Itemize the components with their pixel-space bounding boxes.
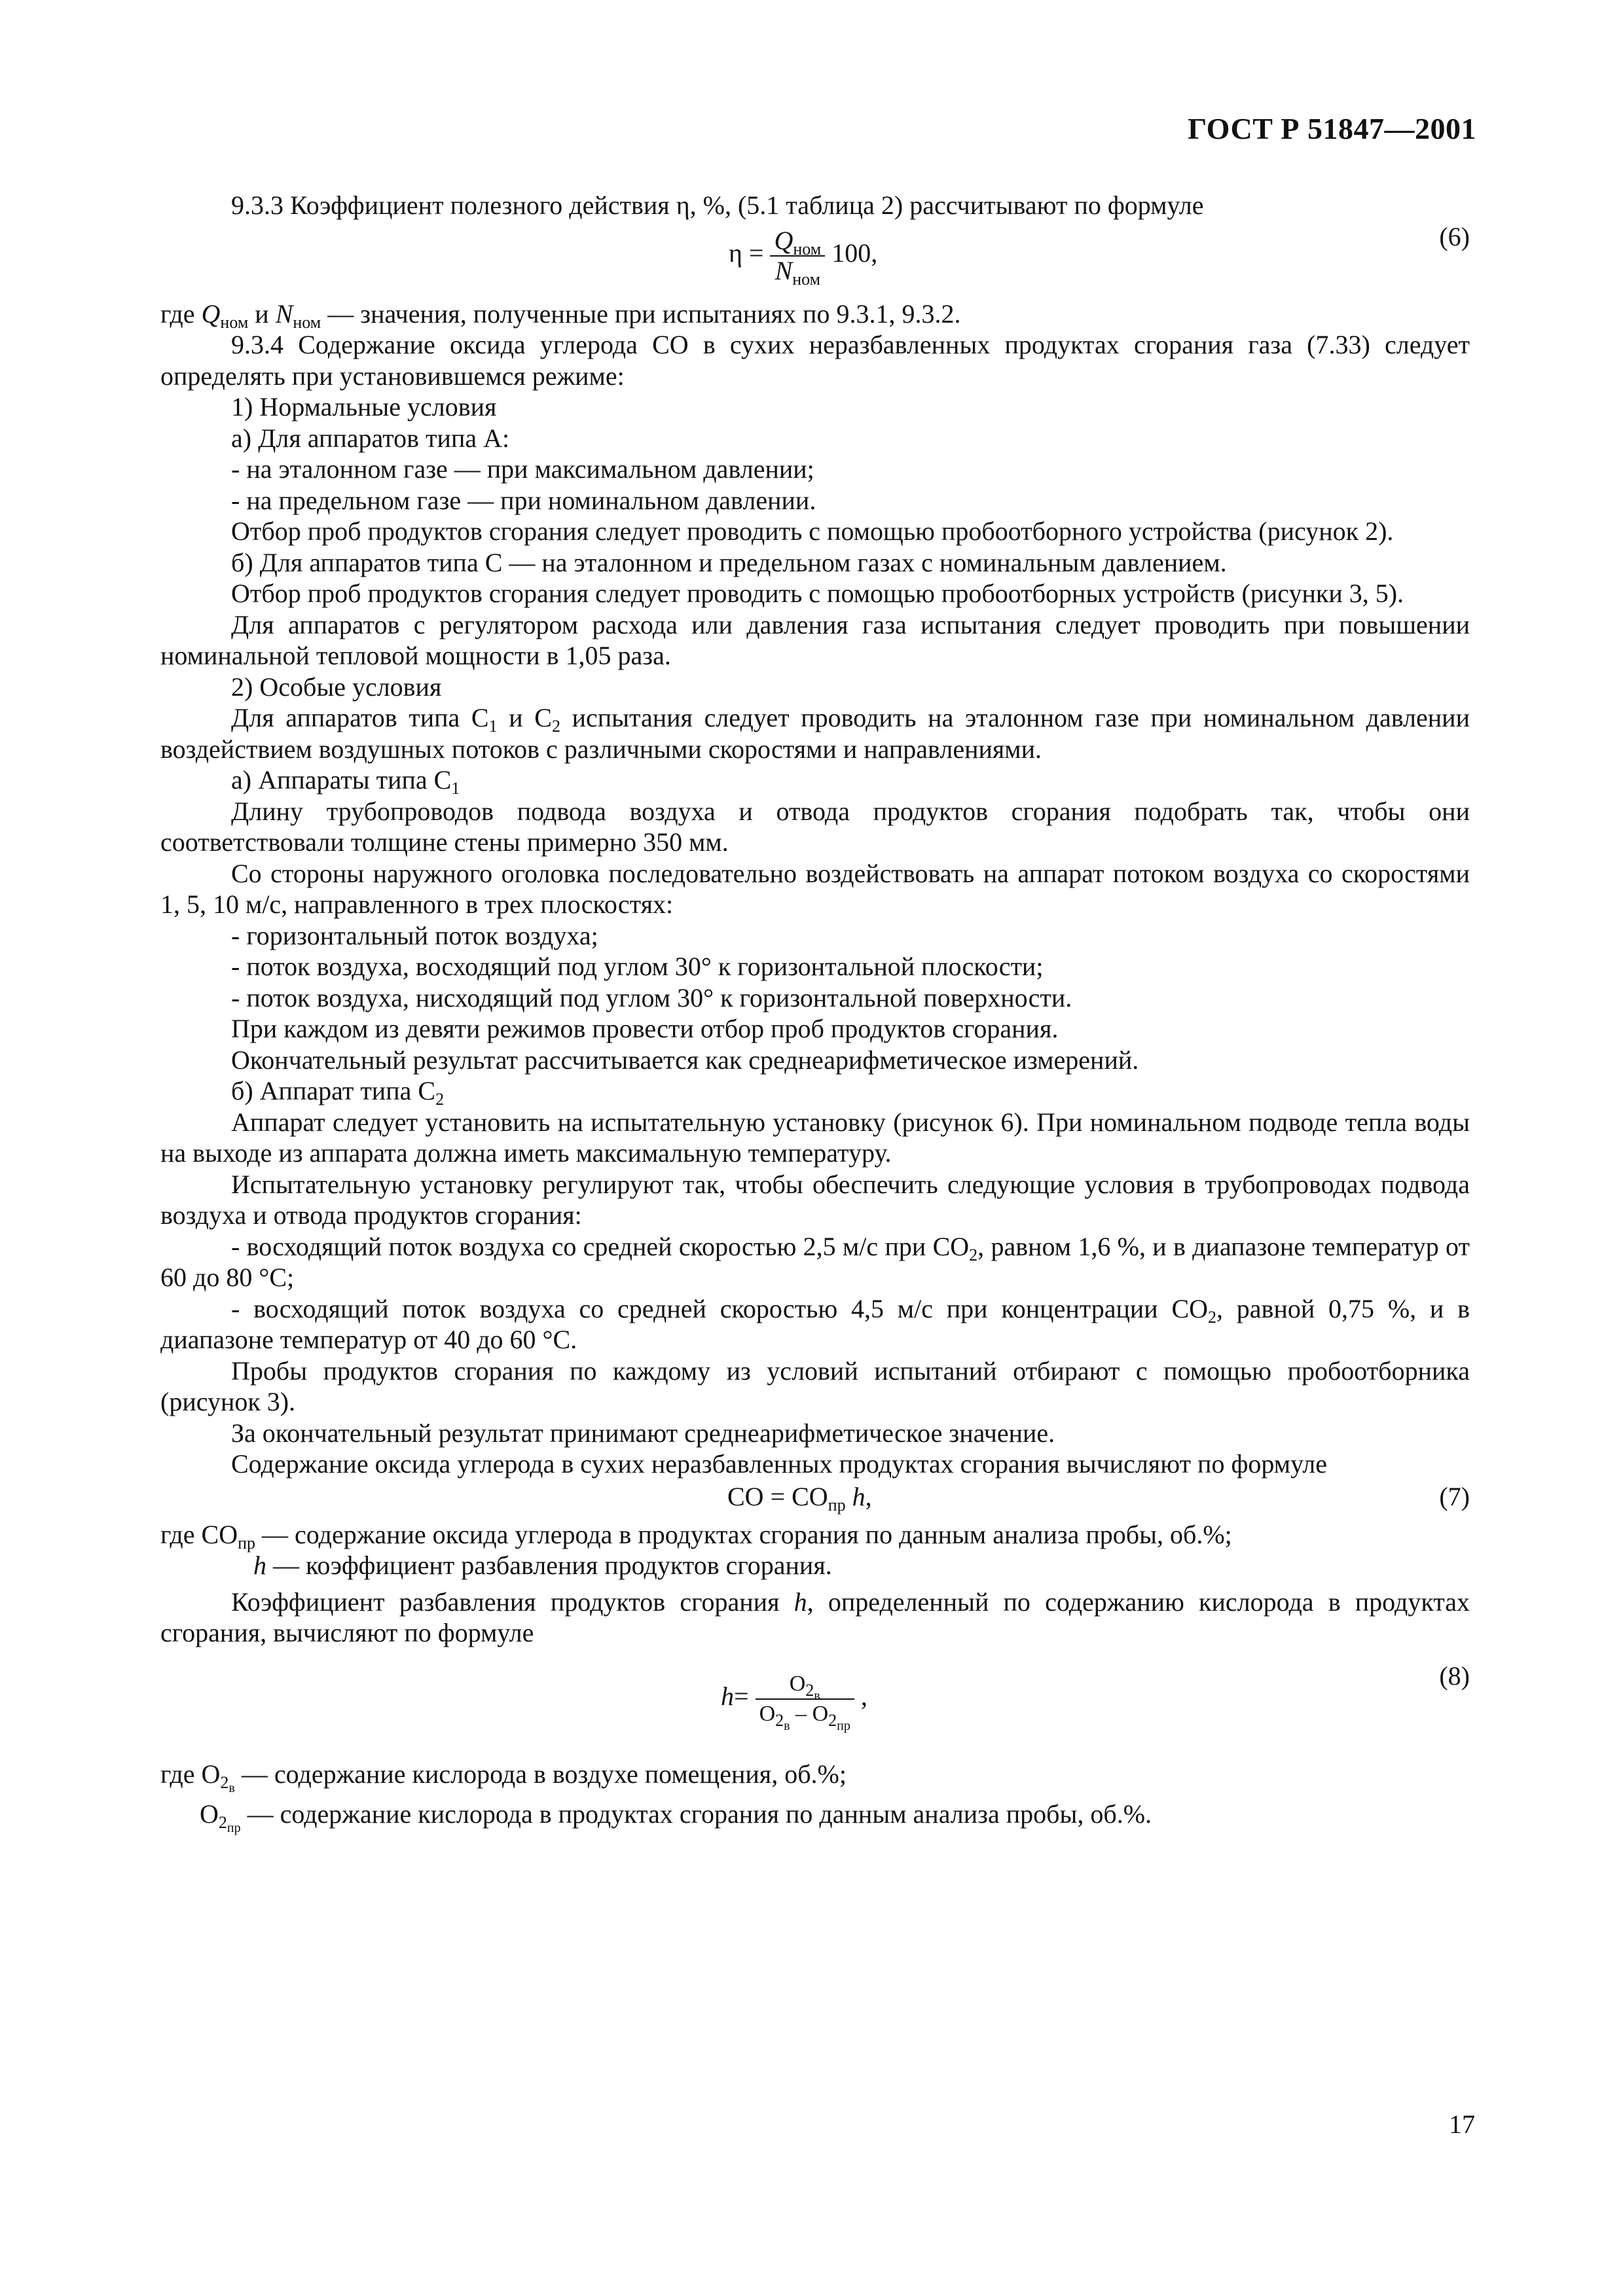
c2-item-2-text-1: - восходящий поток воздуха со средней скоростью 4,5 м/с при концентрации СО — [231, 1293, 1209, 1323]
where-6-and: и — [255, 298, 269, 329]
equation-number-6: (6) — [1439, 221, 1470, 251]
list-special-conditions: 2) Особые условия — [231, 672, 442, 702]
formula-6-numerator: Q — [774, 225, 793, 255]
special-text-2: и С — [497, 703, 552, 732]
paragraph-special-conditions — [160, 702, 1470, 764]
formula-7-h: h — [852, 1481, 866, 1511]
formula-6-lhs: η = — [729, 238, 764, 268]
where-8a-text: — содержание кислорода в воздухе помещения, об.%; — [234, 1759, 847, 1789]
c2-item-1-sub: 2 — [969, 1245, 978, 1265]
formula-6-rhs: 100, — [831, 238, 878, 268]
where-7-text: — содержание оксида углерода в продуктах сгорания по данным анализа пробы, об.%; — [255, 1519, 1232, 1549]
formula-8-end: , — [860, 1681, 867, 1711]
formula-8-den-o1: О — [759, 1701, 776, 1726]
formula-8-den-2b: 2 — [828, 1710, 837, 1730]
formula-7-end: , — [865, 1481, 872, 1511]
paragraph-type-c-sampling: Отбор проб продуктов сгорания следует проводить с помощью пробоотборных устройств (рисунки 3, 5). — [231, 579, 1404, 608]
dilution-h: h — [793, 1587, 807, 1617]
where-8b-sub: пр — [227, 1821, 241, 1835]
list-type-a-item-2: - на предельном газе — при номинальном давлении. — [231, 485, 816, 515]
where-8a — [160, 1759, 1470, 1795]
where-8a-2: 2 — [220, 1772, 229, 1792]
equation-number-7: (7) — [1439, 1481, 1470, 1511]
list-c1-item-2: - поток воздуха, восходящий под углом 30° к горизонтальной плоскости; — [231, 952, 1044, 981]
list-type-c1 — [160, 764, 1470, 796]
where-7b — [160, 1550, 1470, 1581]
where-7b-text: — коэффициент разбавления продуктов сгорания. — [266, 1551, 832, 1580]
formula-8-num-o: О — [789, 1671, 806, 1696]
formula-6-denominator: N — [775, 255, 793, 285]
list-type-a: а) Для аппаратов типа А: — [231, 423, 510, 453]
formula-8 — [160, 1660, 1470, 1759]
where-6-text: — значения, полученные при испытаниях по 9.3.1, 9.3.2. — [327, 298, 961, 329]
special-text-1: Для аппаратов типа С — [231, 703, 489, 732]
formula-6-numerator-sub: ном — [793, 239, 822, 259]
formula-7-sub: пр — [828, 1495, 846, 1515]
where-8b-2: 2 — [218, 1813, 227, 1832]
paragraph-c1-airflow: Со стороны наружного оголовка последовательно воздействовать на аппарат потоком воздуха со скоростями 1, 5, 10 м/с, направленного в трех плоскостях: — [160, 858, 1470, 919]
formula-8-h: h — [721, 1681, 734, 1711]
paragraph-c1-result: Окончательный результат рассчитывается как среднеарифметическое измерений. — [231, 1045, 1139, 1075]
document-code-header: ГОСТ Р 51847—2001 — [1188, 112, 1476, 145]
paragraph-c2-install: Аппарат следует установить на испытательную установку (рисунок 6). При номинальном подводе тепла воды на выходе из аппарата должна иметь максимальную температуру. — [160, 1107, 1470, 1168]
paragraph-9-3-4: 9.3.4 Содержание оксида углерода СО в сухих неразбавленных продуктах сгорания газа (7.33) следует определять при установившемся режиме: — [160, 330, 1470, 391]
formula-8-num-v: в — [814, 1688, 820, 1703]
formula-7 — [160, 1481, 1470, 1519]
where-7b-h: h — [253, 1551, 266, 1580]
list-c1-item-1: - горизонтальный поток воздуха; — [231, 920, 598, 950]
where-6 — [160, 298, 1470, 330]
paragraph-c2-result: За окончательный результат принимают среднеарифметическое значение. — [231, 1418, 1055, 1448]
equation-number-8: (8) — [1439, 1660, 1470, 1691]
list-c2-item-2 — [160, 1293, 1470, 1355]
page-number: 17 — [1449, 2109, 1475, 2139]
paragraph-c1-pipes: Длину трубопроводов подвода воздуха и отвода продуктов сгорания подобрать так, чтобы они соответствовали толщине стены примерно 350 мм. — [160, 796, 1470, 857]
special-sub-2: 2 — [551, 717, 560, 736]
paragraph-c1-modes: При каждом из девяти режимов провести отбор проб продуктов сгорания. — [231, 1014, 1059, 1043]
list-type-a-item-1: - на эталонном газе — при максимальном давлении; — [231, 454, 814, 484]
special-text-3: испытания следует проводить на эталонном газе при номинальном давлении воздействием воздушных потоков с различными скоростями и направлениями. — [160, 703, 1470, 764]
special-sub-1: 1 — [488, 717, 498, 736]
formula-8-minus: – — [795, 1701, 807, 1726]
formula-8-den-v: в — [784, 1718, 790, 1733]
where-6-prefix: где — [160, 298, 195, 329]
paragraph-9-3-3: 9.3.3 Коэффициент полезного действия η, %, (5.1 таблица 2) рассчитывают по формуле — [231, 190, 1204, 220]
list-normal-conditions: 1) Нормальные условия — [231, 392, 497, 422]
list-c2-item-1 — [160, 1231, 1470, 1293]
paragraph-c2-setup: Испытательную установку регулируют так, чтобы обеспечить следующие условия в трубопроводах подвода воздуха и отвода продуктов сгорания: — [160, 1169, 1470, 1230]
formula-7-lhs: СО = СО — [727, 1481, 828, 1511]
document-body — [160, 190, 1470, 1835]
c2-item-1-text-1: - восходящий поток воздуха со средней скоростью 2,5 м/с при СО — [231, 1231, 970, 1261]
where-8b — [160, 1799, 1470, 1835]
where-6-q: Q — [201, 298, 221, 329]
c2-item-2-sub: 2 — [1208, 1307, 1217, 1327]
formula-8-eq: = — [734, 1681, 749, 1711]
type-c1-sub: 1 — [451, 779, 460, 798]
formula-8-den-o2: О — [812, 1701, 829, 1726]
paragraph-type-a-sampling: Отбор проб продуктов сгорания следует проводить с помощью пробоотборного устройства (рисунок 2). — [231, 516, 1394, 546]
where-6-q-sub: ном — [220, 312, 249, 332]
list-type-c: б) Для аппаратов типа С — на эталонном и предельном газах с номинальным давлением. — [231, 547, 1227, 577]
where-8a-sub: в — [228, 1780, 235, 1795]
formula-8-fraction — [756, 1670, 854, 1733]
list-c1-item-3: - поток воздуха, нисходящий под углом 30° к горизонтальной поверхности. — [231, 982, 1072, 1013]
paragraph-regulator: Для аппаратов с регулятором расхода или давления газа испытания следует проводить при повышении номинальной тепловой мощности в 1,05 раза. — [160, 609, 1470, 670]
where-6-n-sub: ном — [293, 312, 321, 332]
dilution-text-2: , определенный по содержанию кислорода в продуктах сгорания, вычисляют по формуле — [160, 1587, 1470, 1647]
where-7 — [160, 1519, 1470, 1551]
formula-8-num-2: 2 — [805, 1680, 814, 1700]
paragraph-c2-samples: Пробы продуктов сгорания по каждому из условий испытаний отбирают с помощью пробоотборника (рисунок 3). — [160, 1355, 1470, 1416]
type-c2-sub: 2 — [435, 1090, 445, 1109]
c2-item-1-text-2: , равном 1,6 %, и в диапазоне температур от 60 до 80 °С; — [160, 1231, 1470, 1292]
dilution-text-1: Коэффициент разбавления продуктов сгорания — [231, 1587, 794, 1617]
formula-8-den-2a: 2 — [775, 1710, 784, 1730]
where-7-sub: пр — [238, 1533, 256, 1552]
where-8a-prefix: где О — [160, 1759, 221, 1789]
where-7-prefix: где СО — [160, 1519, 238, 1549]
type-c2-text: б) Аппарат типа С — [231, 1076, 436, 1105]
formula-6-fraction — [770, 225, 825, 289]
list-type-c2 — [160, 1075, 1470, 1107]
formula-6 — [160, 221, 1470, 298]
c2-item-2-text-2: , равной 0,75 %, и в диапазоне температур от 40 до 60 °С. — [160, 1293, 1470, 1354]
paragraph-co-formula-intro: Содержание оксида углерода в сухих неразбавленных продуктах сгорания вычисляют по формуле — [231, 1449, 1328, 1479]
formula-8-den-pr: пр — [837, 1718, 850, 1733]
paragraph-dilution — [160, 1587, 1470, 1649]
where-6-n: N — [275, 298, 293, 329]
where-8b-o: О — [200, 1799, 219, 1829]
where-8b-text: — содержание кислорода в продуктах сгорания по данным анализа пробы, об.%. — [240, 1799, 1152, 1829]
formula-6-denominator-sub: ном — [792, 269, 821, 289]
type-c1-text: а) Аппараты типа С — [231, 765, 452, 795]
